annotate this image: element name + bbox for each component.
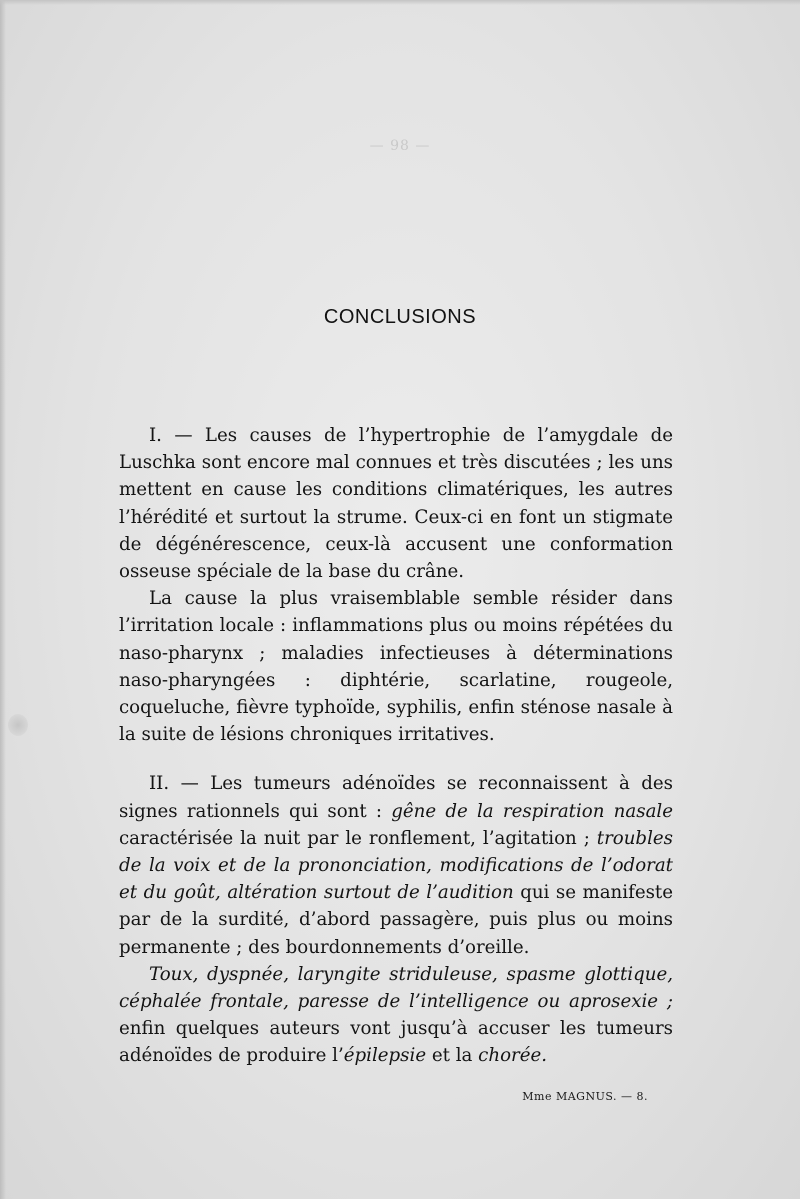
text-run: et la [426, 1045, 479, 1067]
paragraph [119, 422, 673, 585]
paper-smudge [8, 714, 28, 736]
page-edge-shadow [0, 0, 6, 1199]
paragraph [119, 770, 673, 960]
text-run: II. — Les tumeurs adénoïdes se reconnaissent à des signes rationnels qui sont : [119, 773, 673, 822]
italic-text-run: gêne de la respiration nasale [391, 800, 673, 822]
printer-signature [522, 1090, 648, 1103]
italic-text-run: épilepsie [343, 1045, 427, 1067]
italic-text-run: chorée. [478, 1045, 548, 1067]
text-run: caractérisée la nuit par le ronflement, l’agitation ; [119, 827, 597, 849]
text-run: La cause la plus vraisemblable semble résider dans l’irritation locale : inflammations plus ou moins répétées du naso-pharynx ; maladies infectieuses à déterminations naso-pharyngées : diphtérie, scarlatine, rougeole, coqueluche, fièvre typhoïde, syphilis, enfin sténose nasale à la suite de lésions chroniques irritatives. [119, 588, 673, 746]
italic-text-run: Toux, dyspnée, laryngite striduleuse, spasme glottique, céphalée frontale, paresse de l’intelligence ou aprosexie ; [119, 963, 673, 1013]
text-run: enfin quelques auteurs vont jusqu’à accuser les tumeurs adénoïdes de produire l’ [119, 1018, 673, 1067]
signature-sheet: — 8. [621, 1090, 648, 1103]
conclusions-body [119, 422, 673, 1070]
paragraph [119, 961, 673, 1070]
page-edge-shadow-top [0, 0, 800, 5]
signature-author: Mme MAGNUS. [522, 1090, 617, 1103]
text-run: qui se manifeste par de la surdité, d’abord passagère, puis plus ou moins permanente ; des bourdonnements d’oreille. [119, 882, 673, 958]
paragraph [119, 585, 673, 748]
page-title: CONCLUSIONS [323, 306, 477, 328]
text-run: I. — Les causes de l’hypertrophie de l’amygdale de Luschka sont encore mal connues et très discutées ; les uns mettent en cause les conditions climatériques, les autres l’hérédité et surtout la strume. Ceux-ci en font un stigmate de dégénérescence, ceux-là accusent une conformation osseuse spéciale de la base du crâne. [119, 425, 673, 583]
page-number: — 98 — [369, 138, 431, 154]
italic-text-run: troubles de la voix et de la prononciation, modifications de l’odorat et du goût, altération surtout de l’audition [119, 827, 673, 904]
